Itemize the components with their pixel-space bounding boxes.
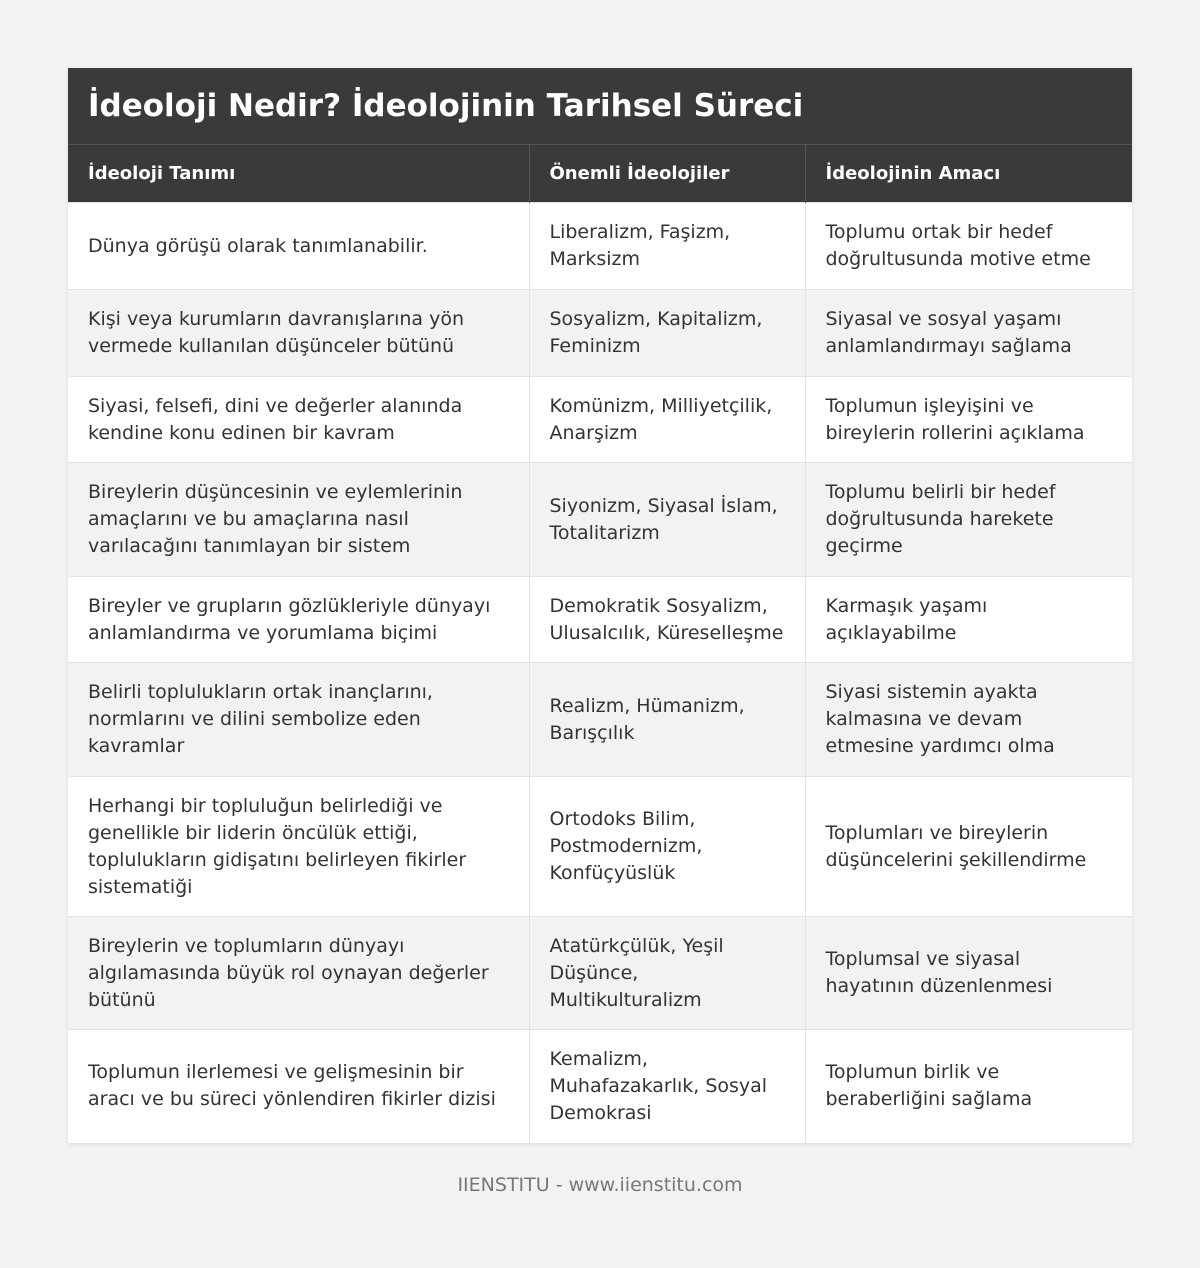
cell-purpose: Toplumun işleyişini ve bireylerin rollerini açıklama <box>805 377 1132 463</box>
table-row <box>68 577 1132 663</box>
cell-purpose: Toplumu ortak bir hedef doğrultusunda motive etme <box>805 203 1132 290</box>
table-row <box>68 203 1132 290</box>
header-definition: İdeoloji Tanımı <box>68 145 529 203</box>
header-row <box>68 145 1132 203</box>
table-row <box>68 777 1132 917</box>
cell-ideologies: Liberalizm, Faşizm, Marksizm <box>529 203 805 290</box>
header-ideologies: Önemli İdeolojiler <box>529 145 805 203</box>
table-row <box>68 377 1132 463</box>
cell-definition: Herhangi bir topluluğun belirlediği ve genellikle bir liderin öncülük ettiği, toplulukların gidişatını belirleyen fikirler sistematiği <box>68 777 529 917</box>
footer-credit: IIENSTITU - www.iienstitu.com <box>457 1174 743 1196</box>
table-row <box>68 663 1132 777</box>
table-title: İdeoloji Nedir? İdeolojinin Tarihsel Süreci <box>68 68 1132 144</box>
cell-purpose: Karmaşık yaşamı açıklayabilme <box>805 577 1132 663</box>
cell-definition: Bireylerin ve toplumların dünyayı algılamasında büyük rol oynayan değerler bütünü <box>68 917 529 1030</box>
cell-definition: Toplumun ilerlemesi ve gelişmesinin bir aracı ve bu süreci yönlendiren fikirler dizisi <box>68 1030 529 1143</box>
cell-definition: Siyasi, felsefi, dini ve değerler alanında kendine konu edinen bir kavram <box>68 377 529 463</box>
cell-ideologies: Komünizm, Milliyetçilik, Anarşizm <box>529 377 805 463</box>
cell-ideologies: Demokratik Sosyalizm, Ulusalcılık, Küreselleşme <box>529 577 805 663</box>
cell-ideologies: Kemalizm, Muhafazakarlık, Sosyal Demokrasi <box>529 1030 805 1143</box>
cell-definition: Bireyler ve grupların gözlükleriyle dünyayı anlamlandırma ve yorumlama biçimi <box>68 577 529 663</box>
cell-purpose: Siyasi sistemin ayakta kalmasına ve devam etmesine yardımcı olma <box>805 663 1132 777</box>
header-purpose: İdeolojinin Amacı <box>805 145 1132 203</box>
cell-purpose: Toplumsal ve siyasal hayatının düzenlenmesi <box>805 917 1132 1030</box>
cell-definition: Belirli toplulukların ortak inançlarını, normlarını ve dilini sembolize eden kavramlar <box>68 663 529 777</box>
ideology-table <box>68 144 1132 1143</box>
table-row <box>68 917 1132 1030</box>
cell-purpose: Siyasal ve sosyal yaşamı anlamlandırmayı sağlama <box>805 290 1132 377</box>
cell-purpose: Toplumun birlik ve beraberliğini sağlama <box>805 1030 1132 1143</box>
cell-definition: Kişi veya kurumların davranışlarına yön vermede kullanılan düşünceler bütünü <box>68 290 529 377</box>
cell-definition: Bireylerin düşüncesinin ve eylemlerinin amaçlarını ve bu amaçlarına nasıl varılacağını tanımlayan bir sistem <box>68 463 529 577</box>
table-row <box>68 1030 1132 1143</box>
cell-ideologies: Sosyalizm, Kapitalizm, Feminizm <box>529 290 805 377</box>
cell-purpose: Toplumu belirli bir hedef doğrultusunda harekete geçirme <box>805 463 1132 577</box>
cell-definition: Dünya görüşü olarak tanımlanabilir. <box>68 203 529 290</box>
cell-ideologies: Siyonizm, Siyasal İslam, Totalitarizm <box>529 463 805 577</box>
table-row <box>68 463 1132 577</box>
cell-ideologies: Atatürkçülük, Yeşil Düşünce, Multikulturalizm <box>529 917 805 1030</box>
cell-ideologies: Realizm, Hümanizm, Barışçılık <box>529 663 805 777</box>
cell-ideologies: Ortodoks Bilim, Postmodernizm, Konfüçyüslük <box>529 777 805 917</box>
table-row <box>68 290 1132 377</box>
table-card <box>68 68 1132 1143</box>
cell-purpose: Toplumları ve bireylerin düşüncelerini şekillendirme <box>805 777 1132 917</box>
